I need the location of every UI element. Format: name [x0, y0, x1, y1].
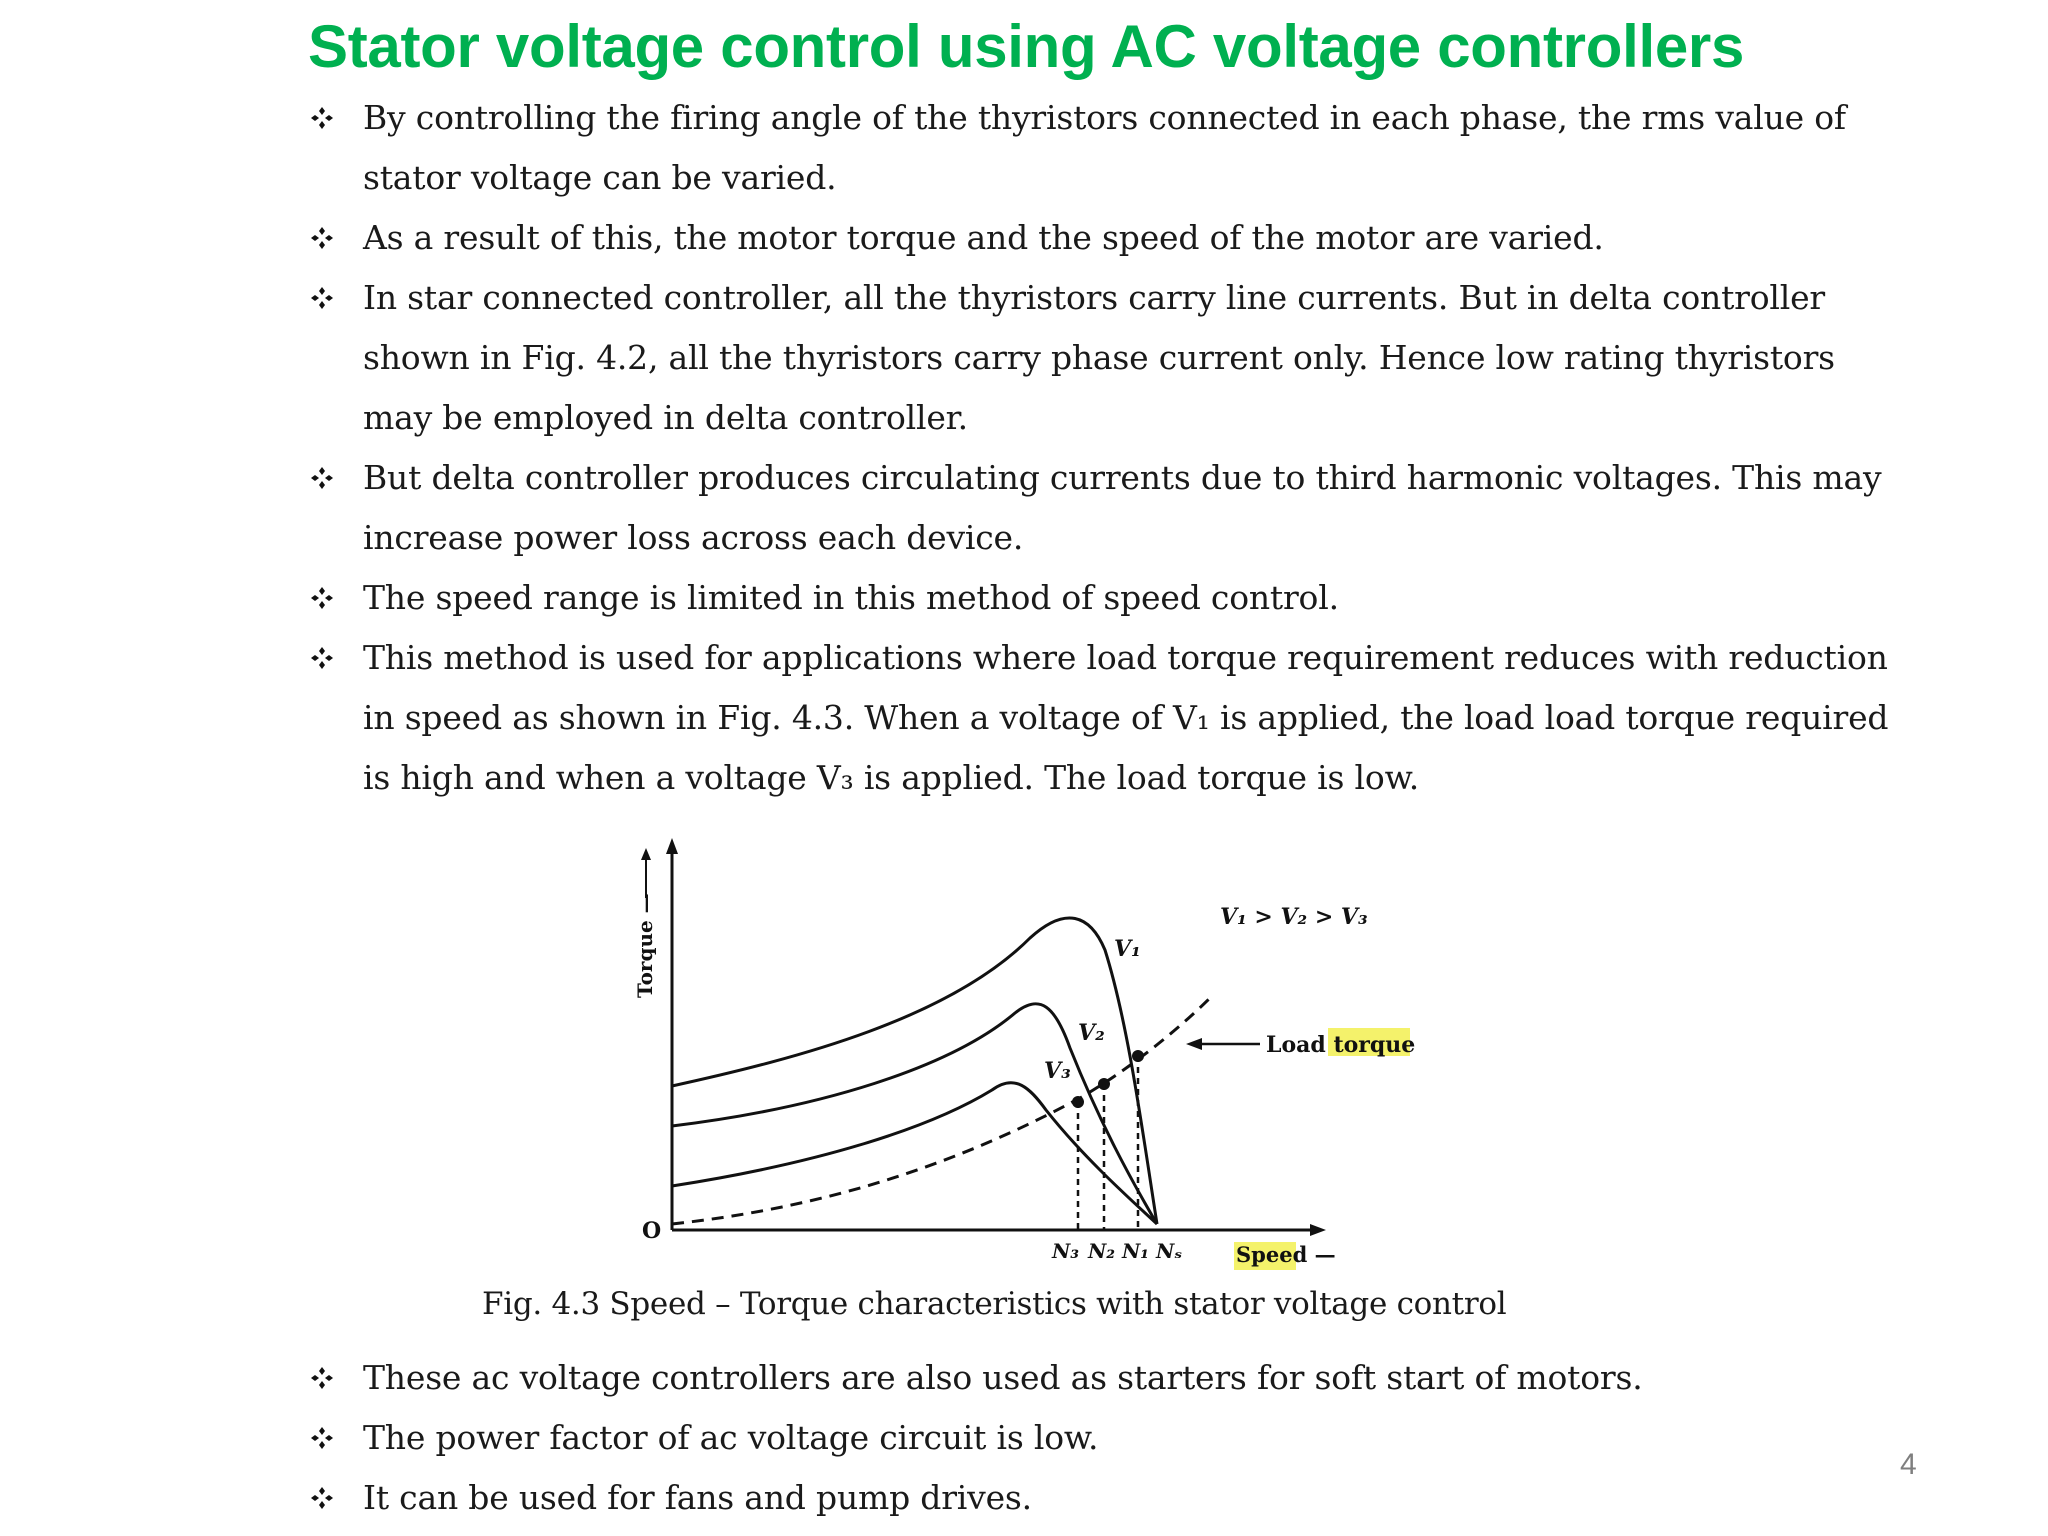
bullet-text-line: stator voltage can be varied. [363, 158, 837, 197]
bullet-text-line: The speed range is limited in this method of speed control. [363, 578, 1339, 617]
curve-label-v2: V₂ [1078, 1020, 1105, 1046]
curve-label-v3: V₃ [1044, 1058, 1071, 1084]
bullet-item [300, 568, 1790, 628]
x-axis-label: Speed — [1236, 1242, 1336, 1267]
bullet-list-bottom [300, 1348, 1790, 1528]
bullet-item [300, 1408, 1790, 1468]
bullet-text-line: increase power loss across each device. [363, 518, 1024, 557]
bullet-text-line: shown in Fig. 4.2, all the thyristors carry phase current only. Hence low rating thyristors [363, 338, 1835, 377]
origin-label: O [642, 1218, 662, 1244]
bullet-diamond-icon [310, 586, 334, 610]
speed-tick-n3: N₃ [1052, 1239, 1080, 1263]
bullet-text-line: By controlling the firing angle of the thyristors connected in each phase, the rms value of [363, 98, 1846, 137]
curve-label-v1: V₁ [1114, 936, 1141, 962]
bullet-diamond-icon [310, 226, 334, 250]
slide-title: Stator voltage control using AC voltage controllers [308, 13, 1745, 80]
speed-tick-ns: Nₛ [1156, 1239, 1183, 1263]
speed-tick-n2: N₂ [1088, 1239, 1116, 1263]
bullet-text-line: The power factor of ac voltage circuit is low. [363, 1418, 1099, 1457]
bullet-text-line: This method is used for applications where load torque requirement reduces with reduction [363, 638, 1888, 677]
bullet-item [300, 628, 1889, 808]
y-axis-arrow [666, 838, 678, 854]
bullet-list-top [300, 88, 1889, 808]
bullet-text-line: is high and when a voltage V₃ is applied. The load torque is low. [363, 758, 1419, 797]
bullet-diamond-icon [310, 1486, 334, 1510]
bullet-text-line: in speed as shown in Fig. 4.3. When a voltage of V₁ is applied, the load load torque required [363, 698, 1889, 737]
bullet-text-line: But delta controller produces circulating currents due to third harmonic voltages. This may [363, 458, 1882, 497]
speed-torque-chart [620, 838, 1420, 1278]
voltage-relation: V₁ > V₂ > V₃ [1220, 904, 1368, 930]
bullet-item [300, 208, 1790, 268]
load-torque-label: Load torque [1266, 1032, 1416, 1058]
bullet-item [300, 448, 1882, 568]
bullet-diamond-icon [310, 106, 334, 130]
bullet-item [300, 268, 1835, 448]
curve-v3 [672, 1083, 1157, 1224]
load-torque-curve [672, 998, 1210, 1224]
bullet-diamond-icon [310, 646, 334, 670]
speed-torque-figure [620, 838, 1420, 1278]
bullet-diamond-icon [310, 1366, 334, 1390]
x-axis-arrow [1310, 1224, 1326, 1236]
bullet-item [300, 88, 1846, 208]
bullet-text-line: may be employed in delta controller. [363, 398, 968, 437]
speed-tick-n1: N₁ [1122, 1239, 1150, 1263]
page-number: 4 [1900, 1448, 1917, 1481]
figure-caption: Fig. 4.3 Speed – Torque characteristics with stator voltage control [482, 1286, 1507, 1322]
y-axis-label: Torque — [633, 893, 657, 998]
bullet-diamond-icon [310, 1426, 334, 1450]
bullet-item [300, 1348, 1790, 1408]
bullet-diamond-icon [310, 286, 334, 310]
bullet-text-line: As a result of this, the motor torque and the speed of the motor are varied. [363, 218, 1604, 257]
bullet-text-line: In star connected controller, all the thyristors carry line currents. But in delta controller [363, 278, 1825, 317]
bullet-text-line: It can be used for fans and pump drives. [363, 1478, 1032, 1517]
bullet-text-line: These ac voltage controllers are also used as starters for soft start of motors. [363, 1358, 1643, 1397]
bullet-item [300, 1468, 1790, 1528]
curve-v1 [672, 918, 1157, 1224]
bullet-diamond-icon [310, 466, 334, 490]
